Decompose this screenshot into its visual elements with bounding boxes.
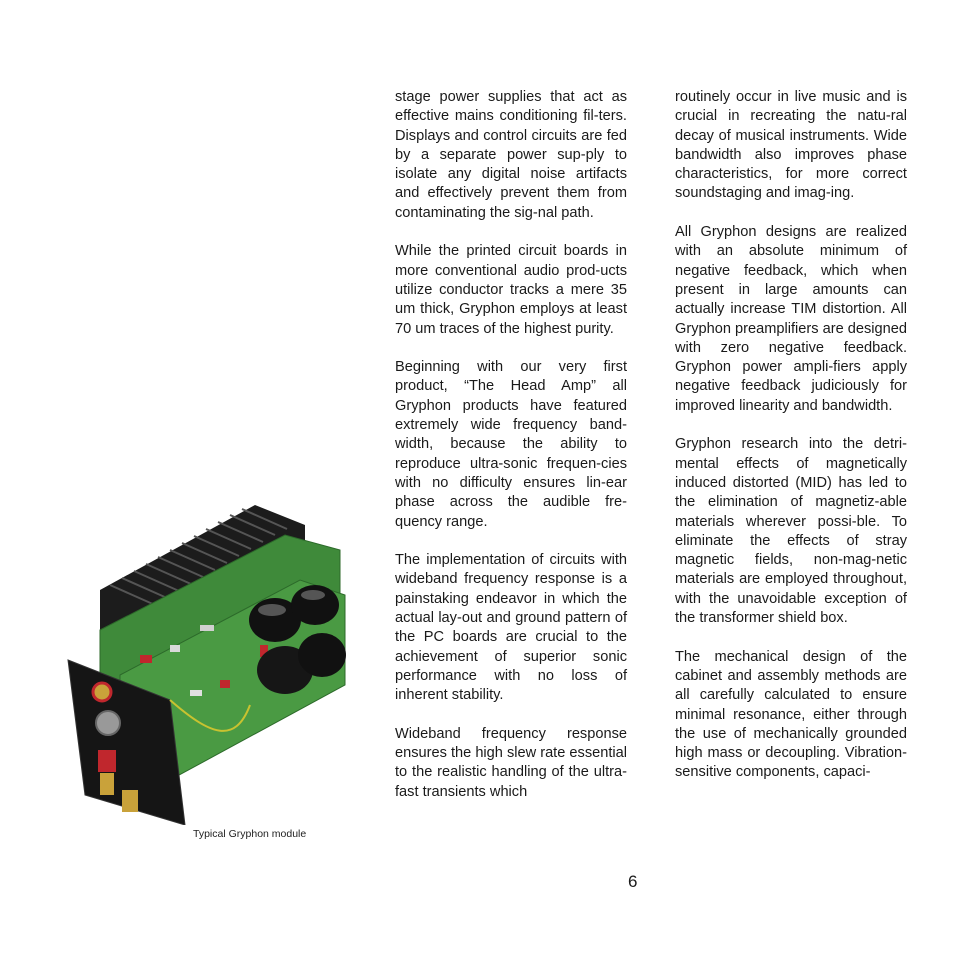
- text-column-left: [395, 88, 627, 821]
- text-column-right: [675, 88, 907, 802]
- paragraph: stage power supplies that act as effective mains conditioning fil-ters. Displays and control circuits are fed by a separate power sup-ply to isolate any digital noise artifacts and effectively prevent them from contaminating the sig-nal path.: [395, 89, 627, 221]
- paragraph: The mechanical design of the cabinet and assembly methods are all carefully calculated to ensure minimal resonance, either through the use of mechanically grounded high mass or decoupling. Vibration-sensitive components, capaci-: [675, 648, 907, 781]
- red-binding-post: [98, 750, 116, 772]
- paragraph: Gryphon research into the detri-mental effects of magnetically induced distorted (MID) has led to the elimination of magnetiz-able materials wherever possi-ble. To eliminate the effects of stray magnetic fields, non-mag-netic materials are employed throughout, with the unavoidable exception of the transformer shield box.: [675, 436, 907, 627]
- paragraph: While the printed circuit boards in more conventional audio prod-ucts utilize conductor tracks a mere 35 um thick, Gryphon employs at least 70 um traces of the highest purity.: [395, 243, 627, 337]
- paragraph: Wideband frequency response ensures the high slew rate essential to the realistic handling of the ultra-fast transients which: [395, 725, 628, 800]
- gryphon-module-photo: [60, 495, 360, 825]
- paragraph: All Gryphon designs are realized with an absolute minimum of negative feedback, which when present in large amounts can actually increase TIM distortion. All Gryphon preamplifiers are designed with zero negative feedback. Gryphon power ampli-fiers apply negative feedback judiciously for improved linearity and bandwidth.: [675, 224, 908, 414]
- gold-binding-post: [100, 773, 114, 795]
- paragraph: The implementation of circuits with wideband frequency response is a painstaking endeavor in which the actual lay-out and ground pattern of the PC boards are crucial to the achievement of superior sonic performance with no loss of inherent stability.: [395, 552, 627, 704]
- xlr-connector: [96, 711, 120, 735]
- gold-binding-post-2: [122, 790, 138, 812]
- paragraph: routinely occur in live music and is crucial in recreating the natu-ral decay of musical instruments. Wide bandwidth also improves phase characteristics, for more correct soundstaging and imag-ing.: [675, 89, 907, 202]
- paragraph: Beginning with our very first product, “The Head Amp” all Gryphon products have featured extremely wide frequency band-width, because the ability to reproduce ultra-sonic frequen-cies with no difficulty ensures lin-ear phase across the audible fre-quency range.: [395, 359, 627, 530]
- rca-connector: [93, 683, 111, 701]
- page-number: 6: [628, 872, 638, 891]
- photo-caption: Typical Gryphon module: [193, 828, 307, 840]
